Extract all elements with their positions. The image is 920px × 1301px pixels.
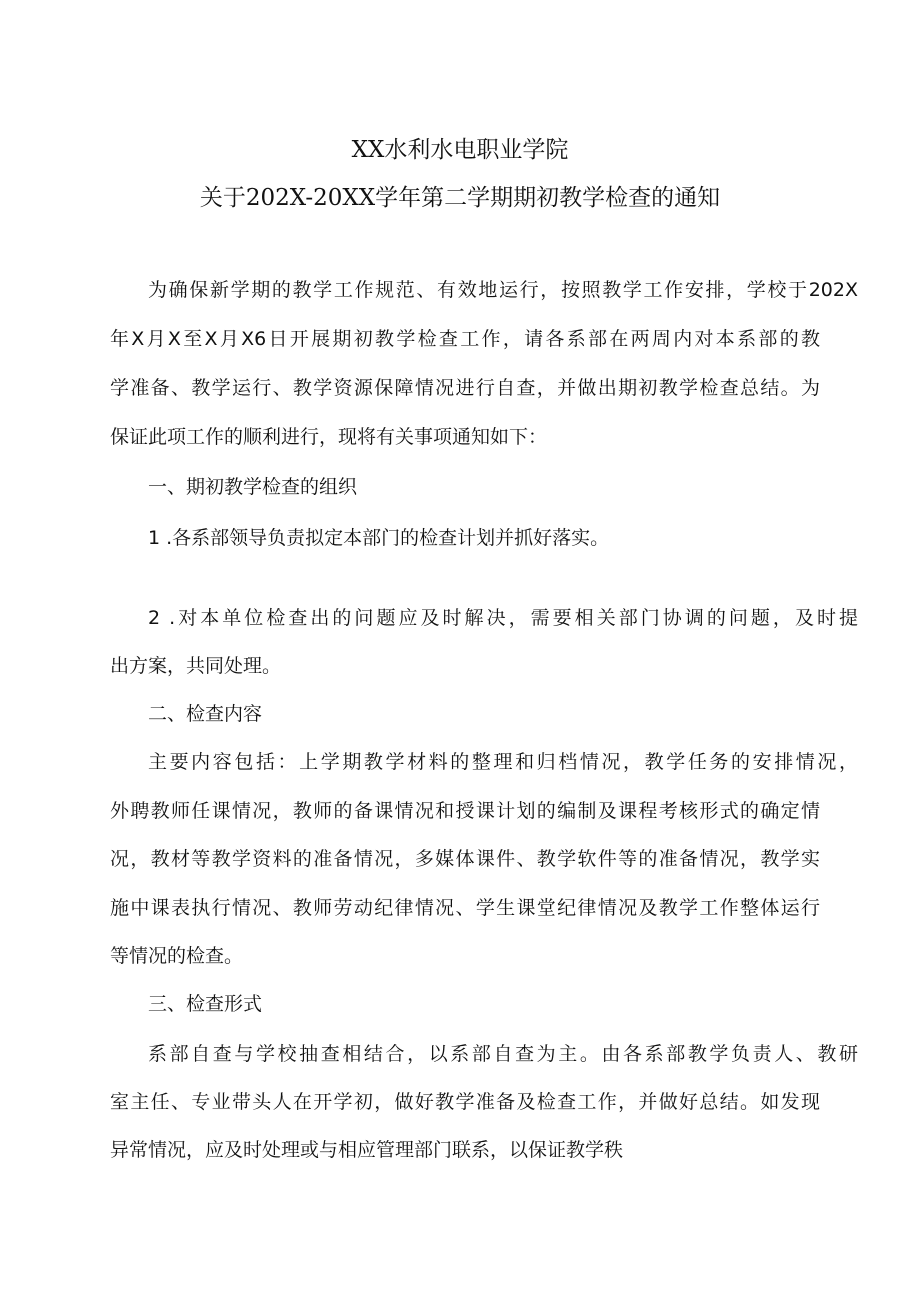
list-item-2-line-1: 2 .对本单位检查出的问题应及时解决，需要相关部门协调的问题，及时提	[148, 607, 858, 629]
list-item-2-line-2: 出方案，共同处理。	[110, 655, 282, 677]
section-heading-content: 二、检查内容	[148, 703, 263, 725]
paragraph-intro-line-1: 为确保新学期的教学工作规范、有效地运行，按照教学工作安排，学校于202X	[148, 279, 858, 301]
paragraph-intro-line-3: 学准备、教学运行、教学资源保障情况进行自查，并做出期初教学检查总结。为	[110, 377, 820, 399]
paragraph-intro-line-4: 保证此项工作的顺利进行，现将有关事项通知如下：	[110, 426, 548, 448]
document-subtitle: 关于202X-20XX学年第二学期期初教学检查的通知	[199, 185, 721, 211]
paragraph-intro-line-2: 年X月X至X月X6日开展期初教学检查工作，请各系部在两周内对本系部的教	[110, 328, 820, 350]
paragraph-content-line-4: 施中课表执行情况、教师劳动纪律情况、学生课堂纪律情况及教学工作整体运行	[110, 897, 820, 919]
section-heading-format: 三、检查形式	[148, 993, 263, 1015]
paragraph-format-line-1: 系部自查与学校抽查相结合，以系部自查为主。由各系部教学负责人、教研	[148, 1043, 858, 1065]
section-heading-organization: 一、期初教学检查的组织	[148, 476, 358, 498]
document-title: XX水利水电职业学院	[351, 137, 569, 163]
paragraph-format-line-2: 室主任、专业带头人在开学初，做好教学准备及检查工作，并做好总结。如发现	[110, 1091, 820, 1113]
paragraph-format-line-3: 异常情况，应及时处理或与相应管理部门联系，以保证教学秩	[110, 1139, 624, 1161]
paragraph-content-line-1: 主要内容包括：上学期教学材料的整理和归档情况，教学任务的安排情况，	[148, 751, 858, 773]
paragraph-content-line-5: 等情况的检查。	[110, 945, 244, 967]
paragraph-content-line-3: 况，教材等教学资料的准备情况，多媒体课件、教学软件等的准备情况，教学实	[110, 848, 820, 870]
paragraph-content-line-2: 外聘教师任课情况，教师的备课情况和授课计划的编制及课程考核形式的确定情	[110, 800, 820, 822]
list-item-1: 1 .各系部领导负责拟定本部门的检查计划并抓好落实。	[148, 527, 610, 549]
